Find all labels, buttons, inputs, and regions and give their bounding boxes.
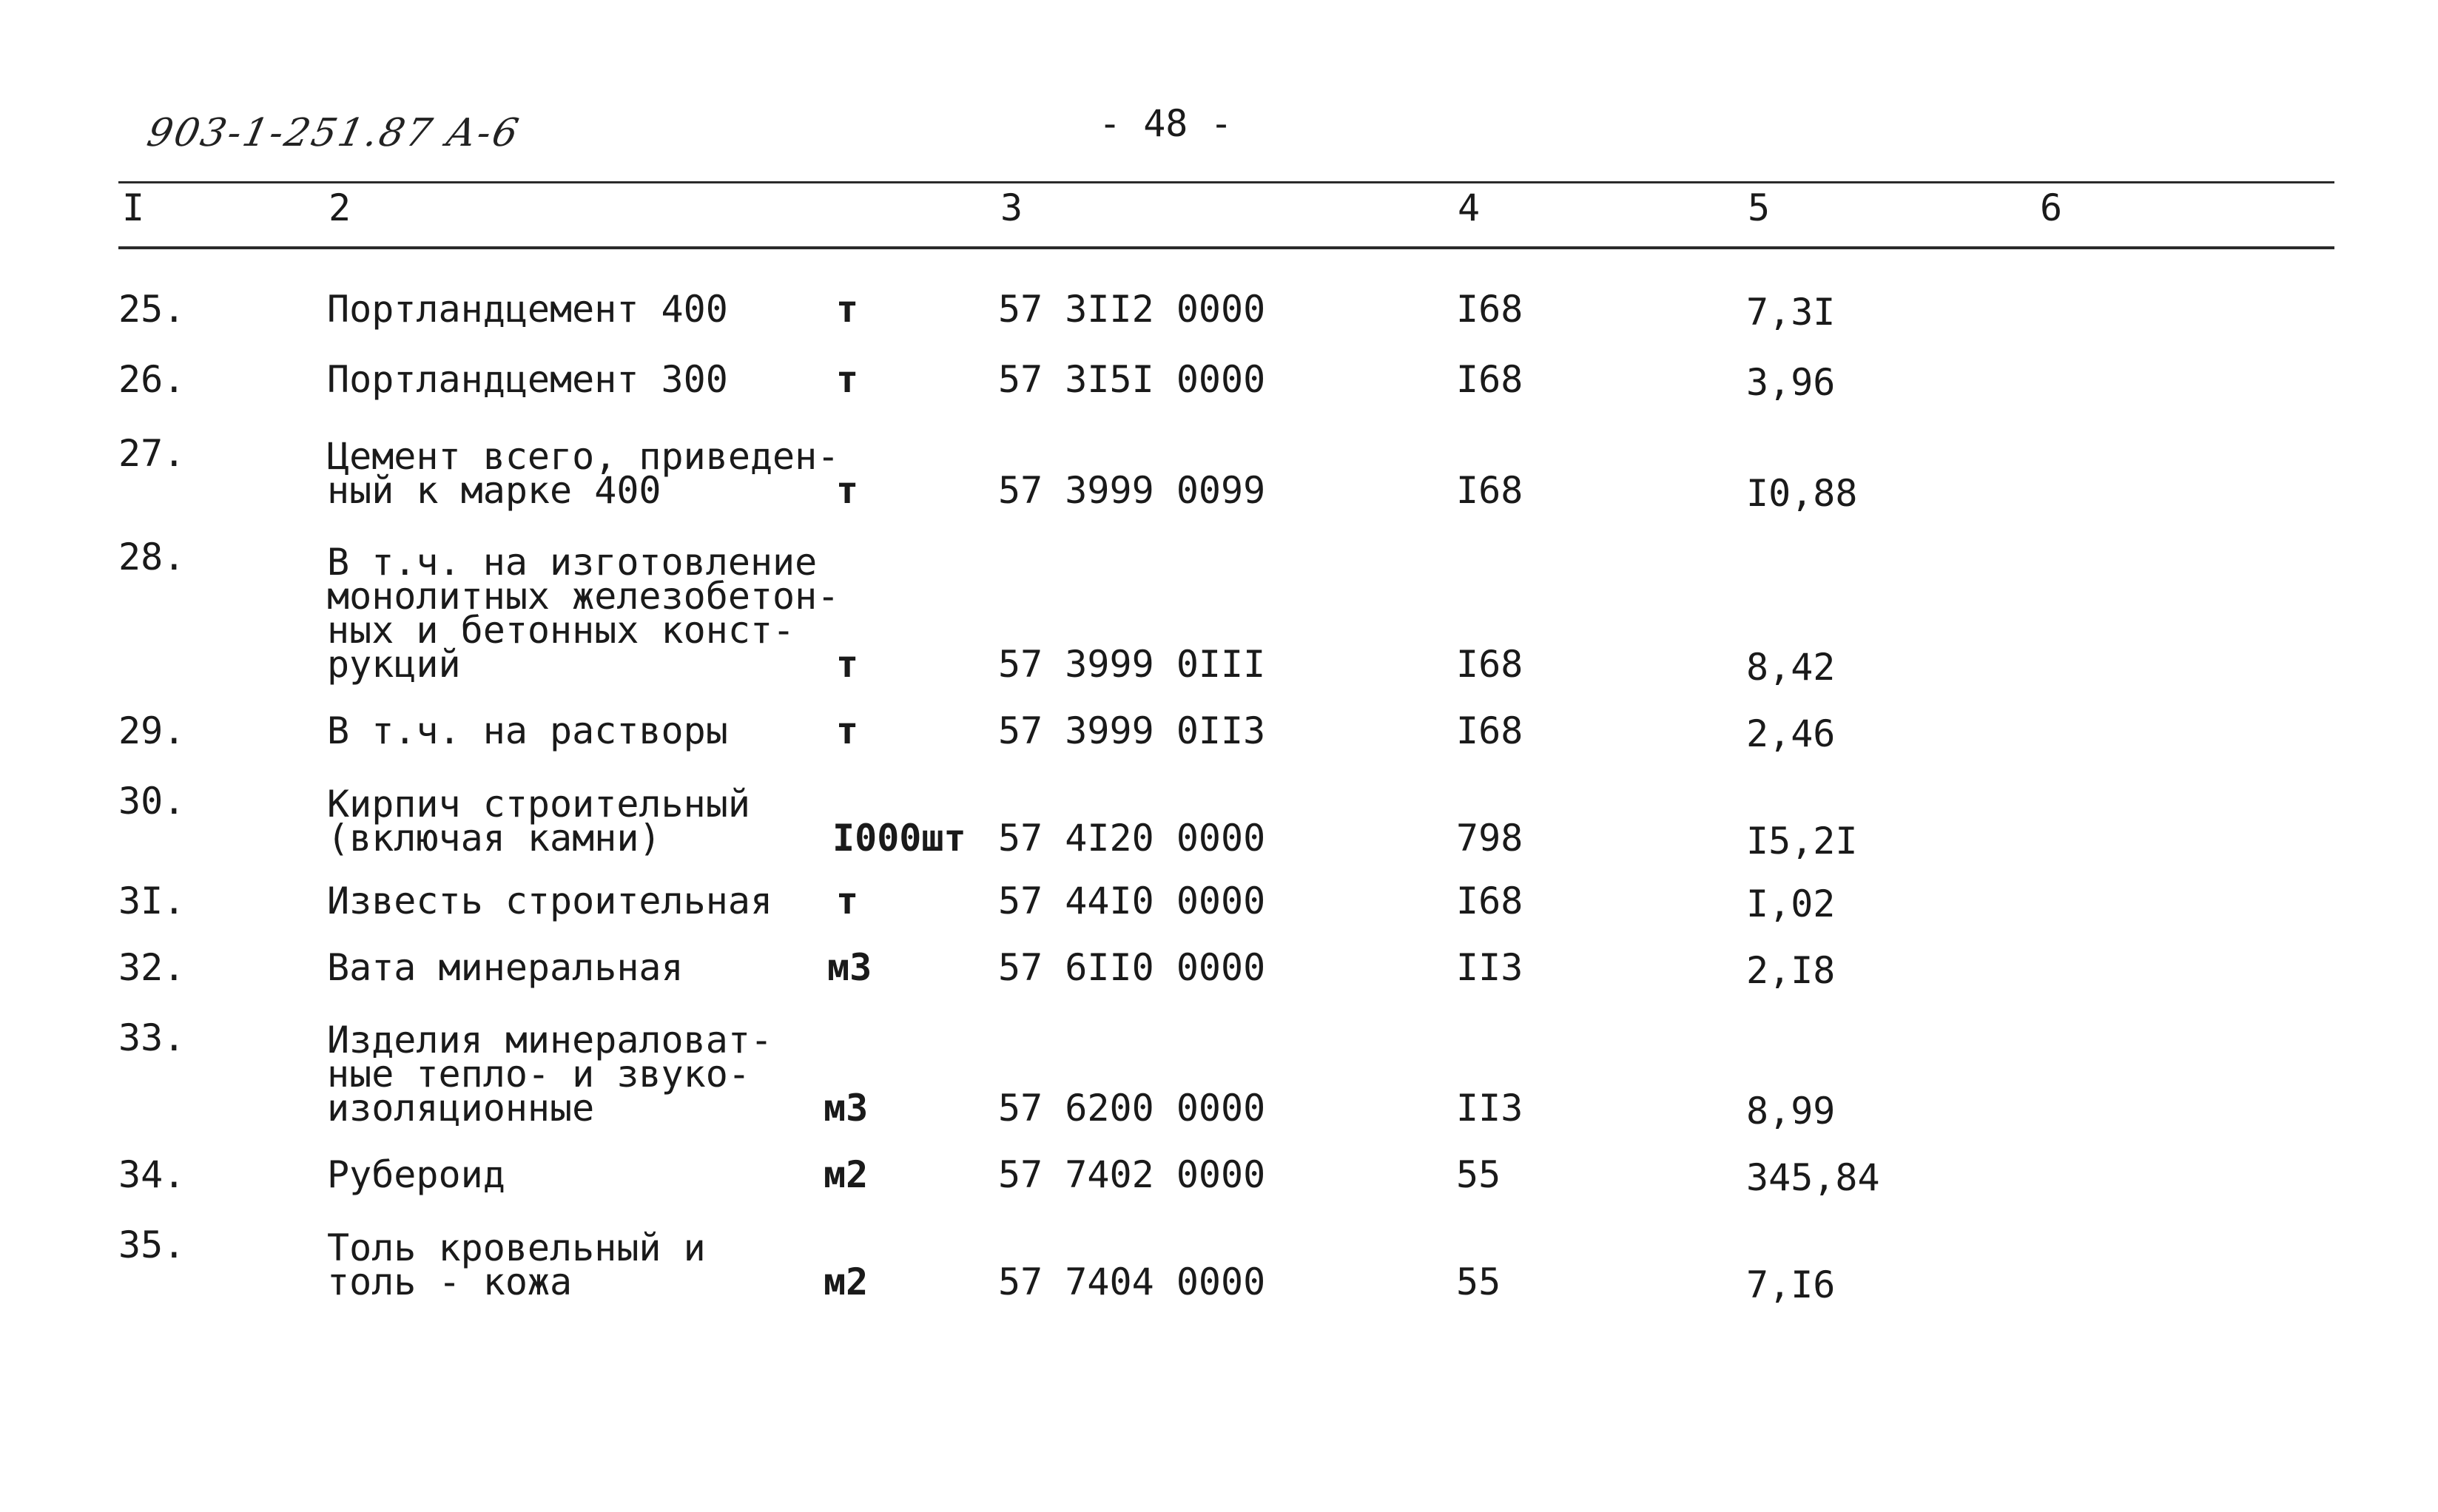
row-number: 35. — [118, 1224, 186, 1266]
column-4-value: I68 — [1456, 358, 1523, 401]
product-code: 57 4I20 0000 — [998, 817, 1266, 860]
unit-of-measure: I000шт — [832, 817, 966, 860]
column-5-value: 8,42 — [1746, 646, 1836, 689]
unit-of-measure: т — [836, 643, 859, 686]
row-number: 34. — [118, 1153, 186, 1196]
unit-of-measure: т — [836, 469, 859, 512]
row-number: 28. — [118, 536, 186, 578]
product-code: 57 3I5I 0000 — [998, 358, 1266, 401]
table-row — [0, 1153, 2438, 1199]
unit-of-measure: м3 — [827, 946, 872, 989]
column-5-value: 8,99 — [1746, 1090, 1836, 1133]
column-4-value: 798 — [1456, 817, 1523, 860]
table-top-rule — [118, 181, 2334, 183]
product-code: 57 44I0 0000 — [998, 880, 1266, 922]
column-5-value: 345,84 — [1746, 1156, 1880, 1199]
product-code: 57 7404 0000 — [998, 1260, 1266, 1303]
column-4-value: I68 — [1456, 709, 1523, 752]
column-4-value: I68 — [1456, 288, 1523, 331]
column-header-1: I — [122, 186, 145, 229]
unit-of-measure: м2 — [824, 1260, 869, 1303]
product-code: 57 3II2 0000 — [998, 288, 1266, 331]
row-number: 25. — [118, 288, 186, 331]
row-number: 30. — [118, 780, 186, 823]
unit-of-measure: т — [836, 709, 859, 752]
product-code: 57 3999 0III — [998, 643, 1266, 686]
handwritten-document-code: 903-1-251.87 A-6 — [143, 111, 525, 155]
unit-of-measure: т — [836, 880, 859, 922]
table-header-rule — [118, 246, 2334, 249]
table-row — [0, 709, 2438, 755]
table-row — [0, 880, 2438, 925]
material-name: Кирпич строительный (включая камни) — [327, 783, 750, 860]
row-number: 32. — [118, 946, 186, 989]
material-name: Изделия минераловат- ные тепло- и звуко- изоляционные — [327, 1019, 773, 1130]
column-header-2: 2 — [329, 186, 351, 229]
unit-of-measure: м3 — [824, 1087, 869, 1130]
material-name: В т.ч. на изготовление монолитных железобетон- ных и бетонных конст- рукций — [327, 541, 840, 686]
table-row — [0, 432, 2438, 515]
material-name: В т.ч. на растворы — [327, 709, 728, 752]
unit-of-measure: т — [836, 288, 859, 331]
table-row — [0, 946, 2438, 992]
material-name: Цемент всего, приведен- ный к марке 400 — [327, 435, 840, 512]
column-header-4: 4 — [1458, 186, 1481, 229]
column-4-value: 55 — [1456, 1260, 1501, 1303]
table-row — [0, 780, 2438, 863]
material-name: Рубероид — [327, 1153, 505, 1196]
column-header-3: 3 — [1000, 186, 1023, 229]
column-5-value: I5,2I — [1746, 820, 1858, 863]
column-5-value: I,02 — [1746, 882, 1836, 925]
table-row — [0, 358, 2438, 404]
page-number: - 48 - — [1099, 102, 1233, 145]
material-name: Портландцемент 300 — [327, 358, 728, 401]
row-number: 33. — [118, 1016, 186, 1059]
column-header-6: 6 — [2040, 186, 2063, 229]
unit-of-measure: м2 — [824, 1153, 869, 1196]
column-5-value: 7,I6 — [1746, 1263, 1836, 1306]
column-4-value: I68 — [1456, 880, 1523, 922]
row-number: 26. — [118, 358, 186, 401]
column-5-value: 2,I8 — [1746, 949, 1836, 992]
column-5-value: I0,88 — [1746, 472, 1858, 515]
product-code: 57 3999 0II3 — [998, 709, 1266, 752]
table-row — [0, 288, 2438, 334]
product-code: 57 3999 0099 — [998, 469, 1266, 512]
column-5-value: 3,96 — [1746, 361, 1836, 404]
product-code: 57 6200 0000 — [998, 1087, 1266, 1130]
column-4-value: II3 — [1456, 1087, 1523, 1130]
column-5-value: 2,46 — [1746, 712, 1836, 755]
row-number: 29. — [118, 709, 186, 752]
row-number: 27. — [118, 432, 186, 475]
table-row — [0, 536, 2438, 689]
material-name: Портландцемент 400 — [327, 288, 728, 331]
material-name: Известь строительная — [327, 880, 773, 922]
column-4-value: I68 — [1456, 643, 1523, 686]
material-name: Вата минеральная — [327, 946, 684, 989]
product-code: 57 7402 0000 — [998, 1153, 1266, 1196]
table-row — [0, 1224, 2438, 1306]
unit-of-measure: т — [836, 358, 859, 401]
table-row — [0, 1016, 2438, 1133]
column-4-value: 55 — [1456, 1153, 1501, 1196]
column-4-value: II3 — [1456, 946, 1523, 989]
product-code: 57 6II0 0000 — [998, 946, 1266, 989]
row-number: 3I. — [118, 880, 186, 922]
column-5-value: 7,3I — [1746, 291, 1836, 334]
material-name: Толь кровельный и толь - кожа — [327, 1226, 706, 1303]
column-4-value: I68 — [1456, 469, 1523, 512]
column-header-5: 5 — [1748, 186, 1771, 229]
